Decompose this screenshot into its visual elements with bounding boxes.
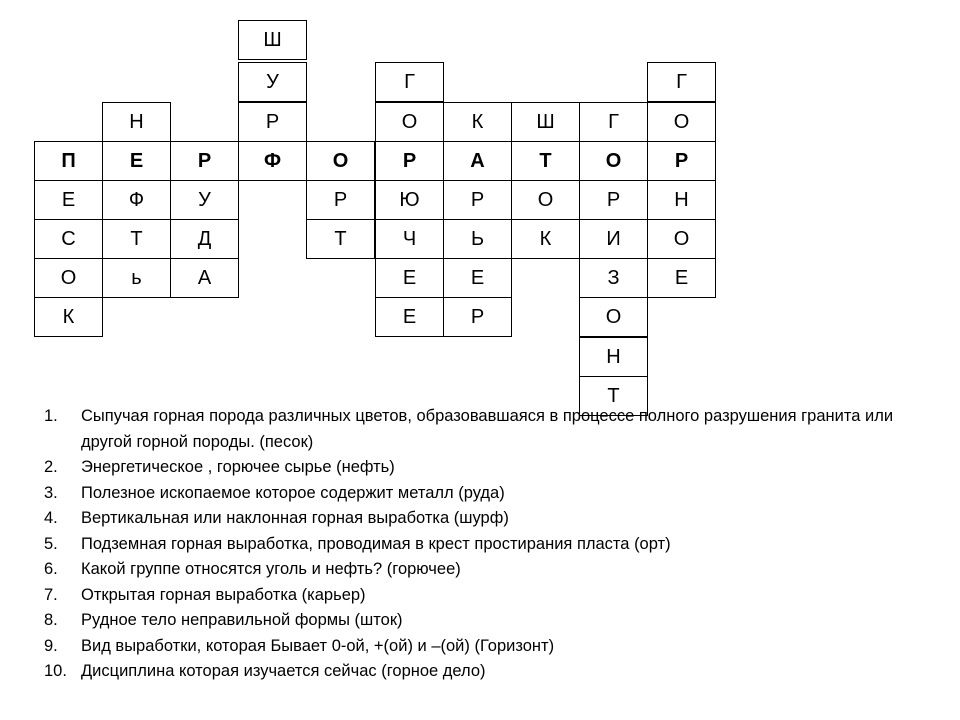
clue-item <box>44 404 924 455</box>
crossword-cell: Н <box>579 337 648 377</box>
crossword-cell: К <box>443 102 512 142</box>
crossword-cell: П <box>34 141 103 181</box>
crossword-cell: Е <box>34 180 103 220</box>
crossword-cell: Т <box>579 376 648 416</box>
clue-item <box>44 608 924 634</box>
clue-number: 6. <box>44 560 58 578</box>
clue-item <box>44 455 924 481</box>
crossword-cell: Е <box>375 258 444 298</box>
crossword-cell: О <box>647 219 716 259</box>
crossword-cell: Е <box>443 258 512 298</box>
clue-text: Сыпучая горная порода различных цветов, образовавшаяся в процессе полного разрушения гранита или другой горной породы. (песок) <box>81 407 894 451</box>
clue-number: 1. <box>44 407 58 425</box>
crossword-cell: Ш <box>238 20 307 60</box>
clue-item <box>44 557 924 583</box>
clue-number: 8. <box>44 611 58 629</box>
crossword-cell: К <box>511 219 580 259</box>
clue-text: Энергетическое , горючее сырье (нефть) <box>81 458 395 476</box>
clue-number: 9. <box>44 636 58 655</box>
crossword-cell: С <box>34 219 103 259</box>
clue-item <box>44 659 924 685</box>
clue-number: 7. <box>44 585 58 604</box>
crossword-cell: О <box>511 180 580 220</box>
crossword-cell: Ш <box>511 102 580 142</box>
crossword-cell: О <box>579 141 648 181</box>
crossword-cell: Н <box>102 102 171 142</box>
crossword-cell: Р <box>579 180 648 220</box>
crossword-cell: Р <box>375 141 444 181</box>
crossword-cell: Г <box>647 62 716 102</box>
clue-text: Полезное ископаемое которое содержит металл (руда) <box>81 483 505 502</box>
clue-number: 4. <box>44 509 58 527</box>
crossword-cell: Т <box>511 141 580 181</box>
clue-number: 10. <box>44 662 67 680</box>
clue-text: Вид выработки, которая Бывает 0-ой, +(ой) и –(ой) (Горизонт) <box>81 636 555 655</box>
crossword-cell: Г <box>375 62 444 102</box>
crossword-cell: Е <box>375 297 444 337</box>
clue-number: 3. <box>44 483 58 502</box>
crossword-cell: Р <box>238 102 307 142</box>
crossword-cell: Ф <box>102 180 171 220</box>
crossword-cell: Р <box>170 141 239 181</box>
clue-text: Дисциплина которая изучается сейчас (горное дело) <box>81 662 486 680</box>
clue-item <box>44 532 924 558</box>
clue-number: 2. <box>44 458 58 476</box>
crossword-cell: У <box>170 180 239 220</box>
crossword-cell: У <box>238 62 307 102</box>
crossword-cell: Ч <box>375 219 444 259</box>
crossword-cell: О <box>647 102 716 142</box>
crossword-cell: ь <box>102 258 171 298</box>
crossword-cell: Ф <box>238 141 307 181</box>
crossword-cell: Д <box>170 219 239 259</box>
crossword-cell: Р <box>443 297 512 337</box>
crossword-cell: А <box>443 141 512 181</box>
crossword-cell: Е <box>647 258 716 298</box>
crossword-cell: Ь <box>443 219 512 259</box>
clue-text: Вертикальная или наклонная горная выработка (шурф) <box>81 509 509 527</box>
crossword-cell: Т <box>306 219 375 259</box>
clue-text: Открытая горная выработка (карьер) <box>81 585 366 604</box>
crossword-cell: Р <box>443 180 512 220</box>
clue-text: Подземная горная выработка, проводимая в крест простирания пласта (орт) <box>81 534 671 553</box>
crossword-cell: Г <box>579 102 648 142</box>
clue-item <box>44 634 924 660</box>
clue-text: Рудное тело неправильной формы (шток) <box>81 611 403 629</box>
clue-text: Какой группе относятся уголь и нефть? (горючее) <box>81 560 461 578</box>
crossword-cell: Ю <box>375 180 444 220</box>
crossword-cell: З <box>579 258 648 298</box>
crossword-cell: Р <box>306 180 375 220</box>
clue-number: 5. <box>44 534 58 553</box>
crossword-cell: Е <box>102 141 171 181</box>
crossword-cell: Р <box>647 141 716 181</box>
crossword-cell: Т <box>102 219 171 259</box>
crossword-cell: А <box>170 258 239 298</box>
crossword-cell: И <box>579 219 648 259</box>
crossword-cell: О <box>375 102 444 142</box>
crossword-cell: О <box>34 258 103 298</box>
crossword-cell: Н <box>647 180 716 220</box>
clue-list <box>44 404 924 685</box>
clue-item <box>44 481 924 507</box>
clue-item <box>44 506 924 532</box>
crossword-cell: К <box>34 297 103 337</box>
clue-item <box>44 583 924 609</box>
crossword-cell: О <box>306 141 375 181</box>
crossword-cell: О <box>579 297 648 337</box>
